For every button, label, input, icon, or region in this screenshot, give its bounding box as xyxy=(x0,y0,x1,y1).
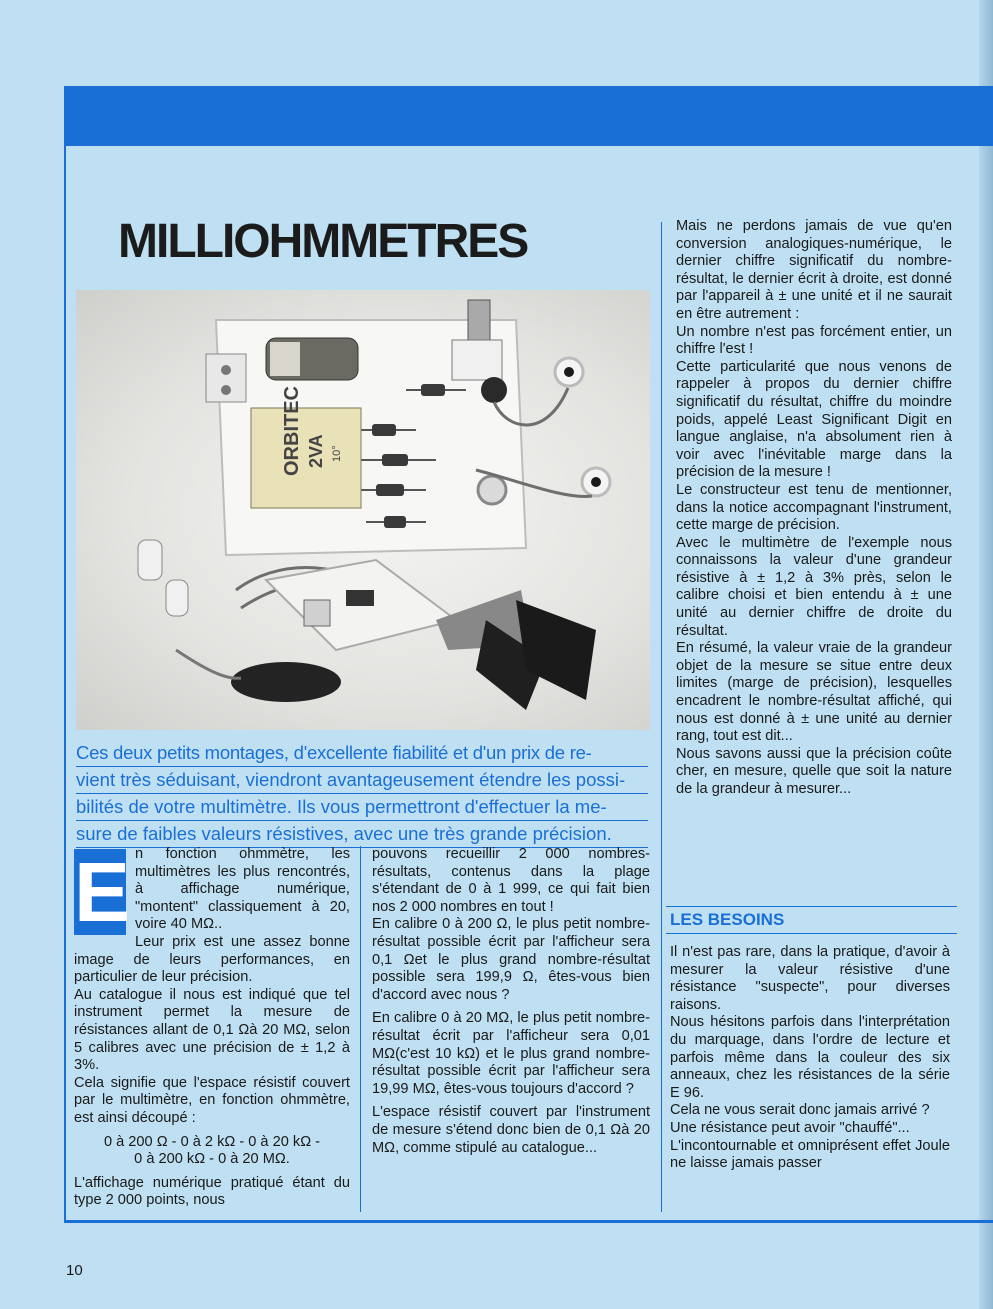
text-column-1 xyxy=(74,846,350,1210)
paragraph xyxy=(74,845,350,939)
text-column-2 xyxy=(372,846,650,1157)
paragraph: Mais ne perdons jamais de vue qu'en conversion analogiques-numérique, le dernier chiffre significatif du nombre-résultat, le dernier écrit à droite, est donné par l'appareil à ± une unité et il ne saurait en être autrement : xyxy=(676,218,952,322)
paragraph: Leur prix est une assez bonne image de leurs performances, en particulier de leur précision. xyxy=(74,933,350,986)
paragraph: L'incontournable et omniprésent effet Joule ne laisse jamais passer xyxy=(670,1137,950,1172)
paragraph: L'espace résistif couvert par l'instrument de mesure s'étend donc bien de 0,1 Ωà 20 MΩ, comme stipulé au catalogue... xyxy=(372,1104,650,1156)
paragraph: Nous hésitons parfois dans l'interprétation du marquage, dans l'ordre de lecture et parfois même dans la couleur des six anneaux, chez les résistances de la série E 96. xyxy=(670,1014,950,1101)
text-column-3-section xyxy=(670,944,950,1173)
paragraph: En calibre 0 à 200 Ω, le plus petit nombre-résultat possible écrit par l'afficheur sera 0,1 Ωet le plus grand nombre-résultat possible sera 199,9 Ω, êtes-vous bien d'accord avec nous ? xyxy=(372,916,650,1003)
intro-line: vient très séduisant, viendront avantageusement étendre les possi- xyxy=(76,767,648,794)
paragraph: pouvons recueillir 2 000 nombres-résultats, contenus dans la plage s'étendant de 0 à 1 999, ce qui fait bien nos 2 000 nombres en tout ! xyxy=(372,846,650,915)
intro-line: Ces deux petits montages, d'excellente fiabilité et d'un prix de re- xyxy=(76,740,648,767)
transformer-label-code: 10° xyxy=(331,445,343,462)
paragraph: L'affichage numérique pratiqué étant du type 2 000 points, nous xyxy=(74,1174,350,1209)
section-heading: LES BESOINS xyxy=(666,906,957,934)
paragraph: Le constructeur est tenu de mentionner, dans la notice accompagnant l'instrument, cette marge de précision. xyxy=(676,481,952,534)
paragraph: Une résistance peut avoir "chauffé"... xyxy=(670,1119,910,1136)
article-intro xyxy=(76,740,648,848)
paragraph: Cela ne vous serait donc jamais arrivé ? xyxy=(670,1102,930,1119)
intro-line: sure de faibles valeurs résistives, avec une très grande précision. xyxy=(76,821,648,848)
header-color-band xyxy=(64,86,993,146)
paragraph-text: n fonction ohmmètre, les multimètres les plus rencontrés, à affichage numérique, "montent" classiquement à 20, voire 40 MΩ.. xyxy=(135,846,350,933)
column-divider xyxy=(661,222,662,1212)
ranges-line: 0 à 200 Ω - 0 à 2 kΩ - 0 à 20 kΩ - xyxy=(103,1133,321,1150)
paragraph: Nous savons aussi que la précision coûte cher, en mesure, quelle que soit la nature de la grandeur à mesurer... xyxy=(676,745,952,797)
transformer-label-brand: ORBITEC xyxy=(281,386,303,476)
transformer-label-rating: 2VA xyxy=(306,434,326,468)
paragraph: En calibre 0 à 20 MΩ, le plus petit nombre-résultat écrit par l'afficheur sera 0,01 MΩ(c'est 10 kΩ) et le plus grand nombre-résultat possible écrit par l'afficheur sera 19,99 MΩ, êtes-vous toujours d'accord ? xyxy=(372,1010,650,1097)
page-title: MILLIOHMMETRES xyxy=(118,215,528,268)
circuit-board-photo xyxy=(76,290,650,730)
paragraph: Cette particularité que nous venons de rappeler à propos du dernier chiffre significatif du résultat, chiffre du moindre poids, appelé Least Significant Digit en langue anglaise, n'a absolument rien à voir avec l'inévitable marge dans la précision de la mesure ! xyxy=(676,358,952,481)
page-number: 10 xyxy=(66,1262,83,1279)
ranges-line: 0 à 200 kΩ - 0 à 20 MΩ. xyxy=(134,1151,290,1168)
text-column-3 xyxy=(676,218,952,799)
column-divider xyxy=(360,846,361,1212)
paragraph: En résumé, la valeur vraie de la grandeur objet de la mesure se situe entre deux limites (marge de précision), lesquelles encadrent le nombre-résultat affiché, qui nous est donné à ± une unité au dernier rang, tout est dit... xyxy=(676,640,952,745)
drop-cap: E xyxy=(74,845,131,939)
paragraph: Il n'est pas rare, dans la pratique, d'avoir à mesurer la valeur résistive d'une résistance "suspecte", pour diverses raisons. xyxy=(670,944,950,1013)
paragraph: Avec le multimètre de l'exemple nous connaissons la valeur d'une grandeur résistive à ± 1,2 à 3% près, selon le calibre choisi et bien entendu à ± une unité au dernier chiffre de droite du résultat. xyxy=(676,534,952,639)
paragraph: Un nombre n'est pas forcément entier, un chiffre l'est ! xyxy=(676,323,952,358)
intro-line: bilités de votre multimètre. Ils vous permettront d'effectuer la me- xyxy=(76,794,648,821)
paragraph: Cela signifie que l'espace résistif couvert par le multimètre, en fonction ohmmètre, est ainsi découpé : xyxy=(74,1074,350,1126)
paragraph: Au catalogue il nous est indiqué que tel instrument permet la mesure de résistances allant de 0,1 Ωà 20 MΩ, selon 5 calibres avec une précision de ± 1,2 à 3%. xyxy=(74,986,350,1074)
